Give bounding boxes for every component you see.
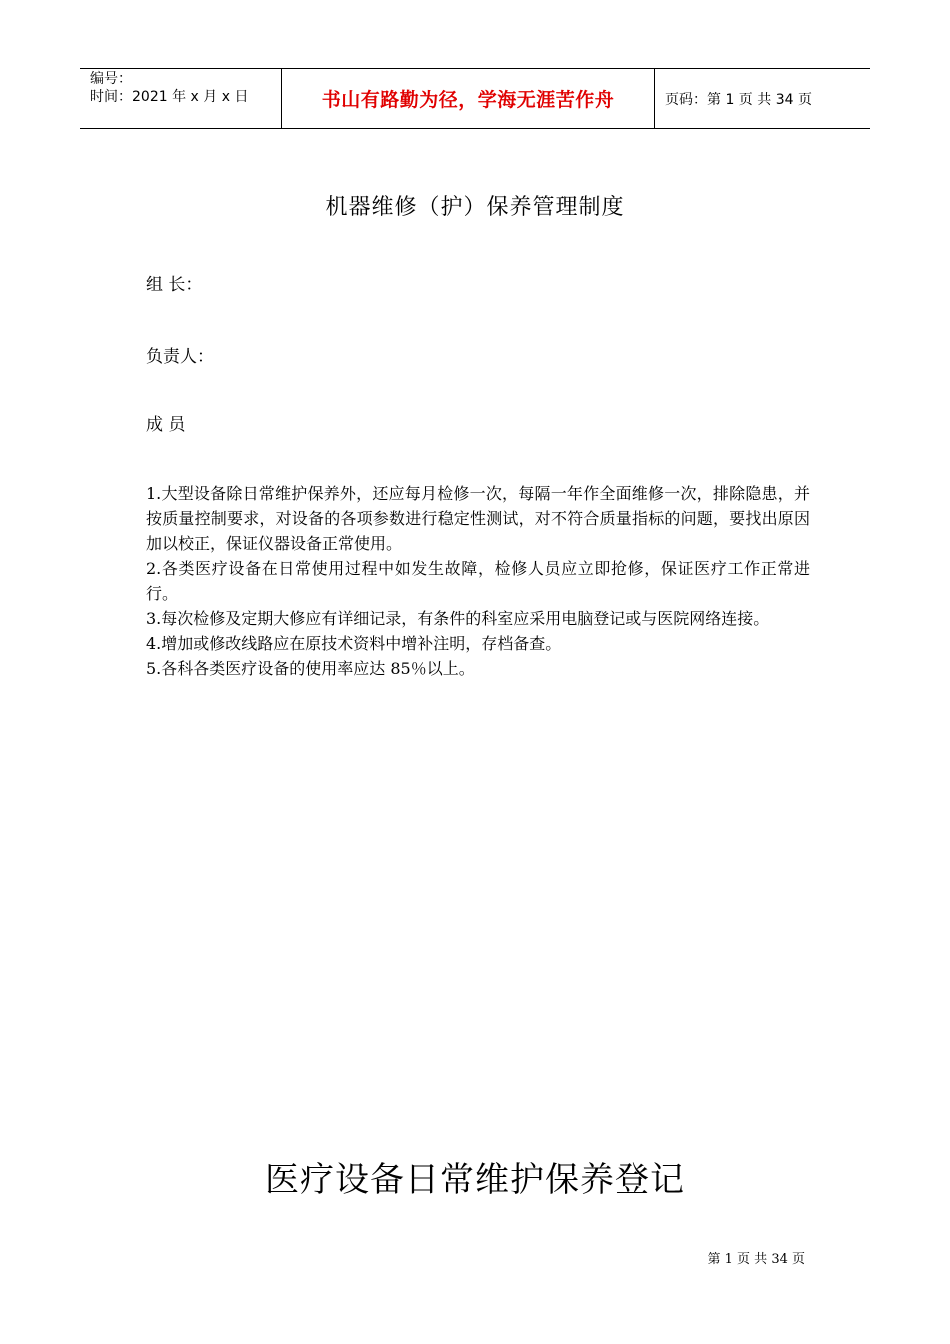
rule-item: 2.各类医疗设备在日常使用过程中如发生故障，检修人员应立即抢修，保证医疗工作正常进行。 [146, 559, 810, 603]
header-motto: 书山有路勤为径，学海无涯苦作舟 [321, 89, 615, 111]
responsible-field: 负责人： [146, 347, 214, 367]
rule-item: 1.大型设备除日常维护保养外，还应每月检修一次，每隔一年作全面维修一次，排除隐患，并按质量控制要求，对设备的各项参数进行稳定性测试，对不符合质量指标的问题，要找出原因加以校正，保证仪器设备正常使用。 [146, 484, 810, 553]
rule-item: 5.各科各类医疗设备的使用率应达 85％以上。 [146, 659, 475, 678]
rules-list [146, 481, 810, 681]
document-title: 机器维修（护）保养管理制度 [325, 195, 625, 220]
header-motto-cell [282, 69, 655, 128]
header-meta-cell [80, 69, 282, 128]
rule-item: 3.每次检修及定期大修应有详细记录，有条件的科室应采用电脑登记或与医院网络连接。 [146, 609, 770, 628]
members-field: 成 员 [146, 415, 186, 435]
leader-field: 组 长： [146, 275, 203, 295]
header-page-info: 页码：第 1 页 共 34 页 [665, 91, 812, 108]
rule-item: 4.增加或修改线路应在原技术资料中增补注明，存档备查。 [146, 634, 562, 653]
header-page-cell [655, 69, 870, 128]
page-footer: 第 1 页 共 34 页 [707, 1252, 805, 1267]
document-number-label: 编号： [90, 71, 132, 87]
document-time-label: 时间：2021 年 x 月 x 日 [90, 89, 249, 105]
page-header [80, 68, 870, 129]
section-title: 医疗设备日常维护保养登记 [265, 1160, 685, 1200]
